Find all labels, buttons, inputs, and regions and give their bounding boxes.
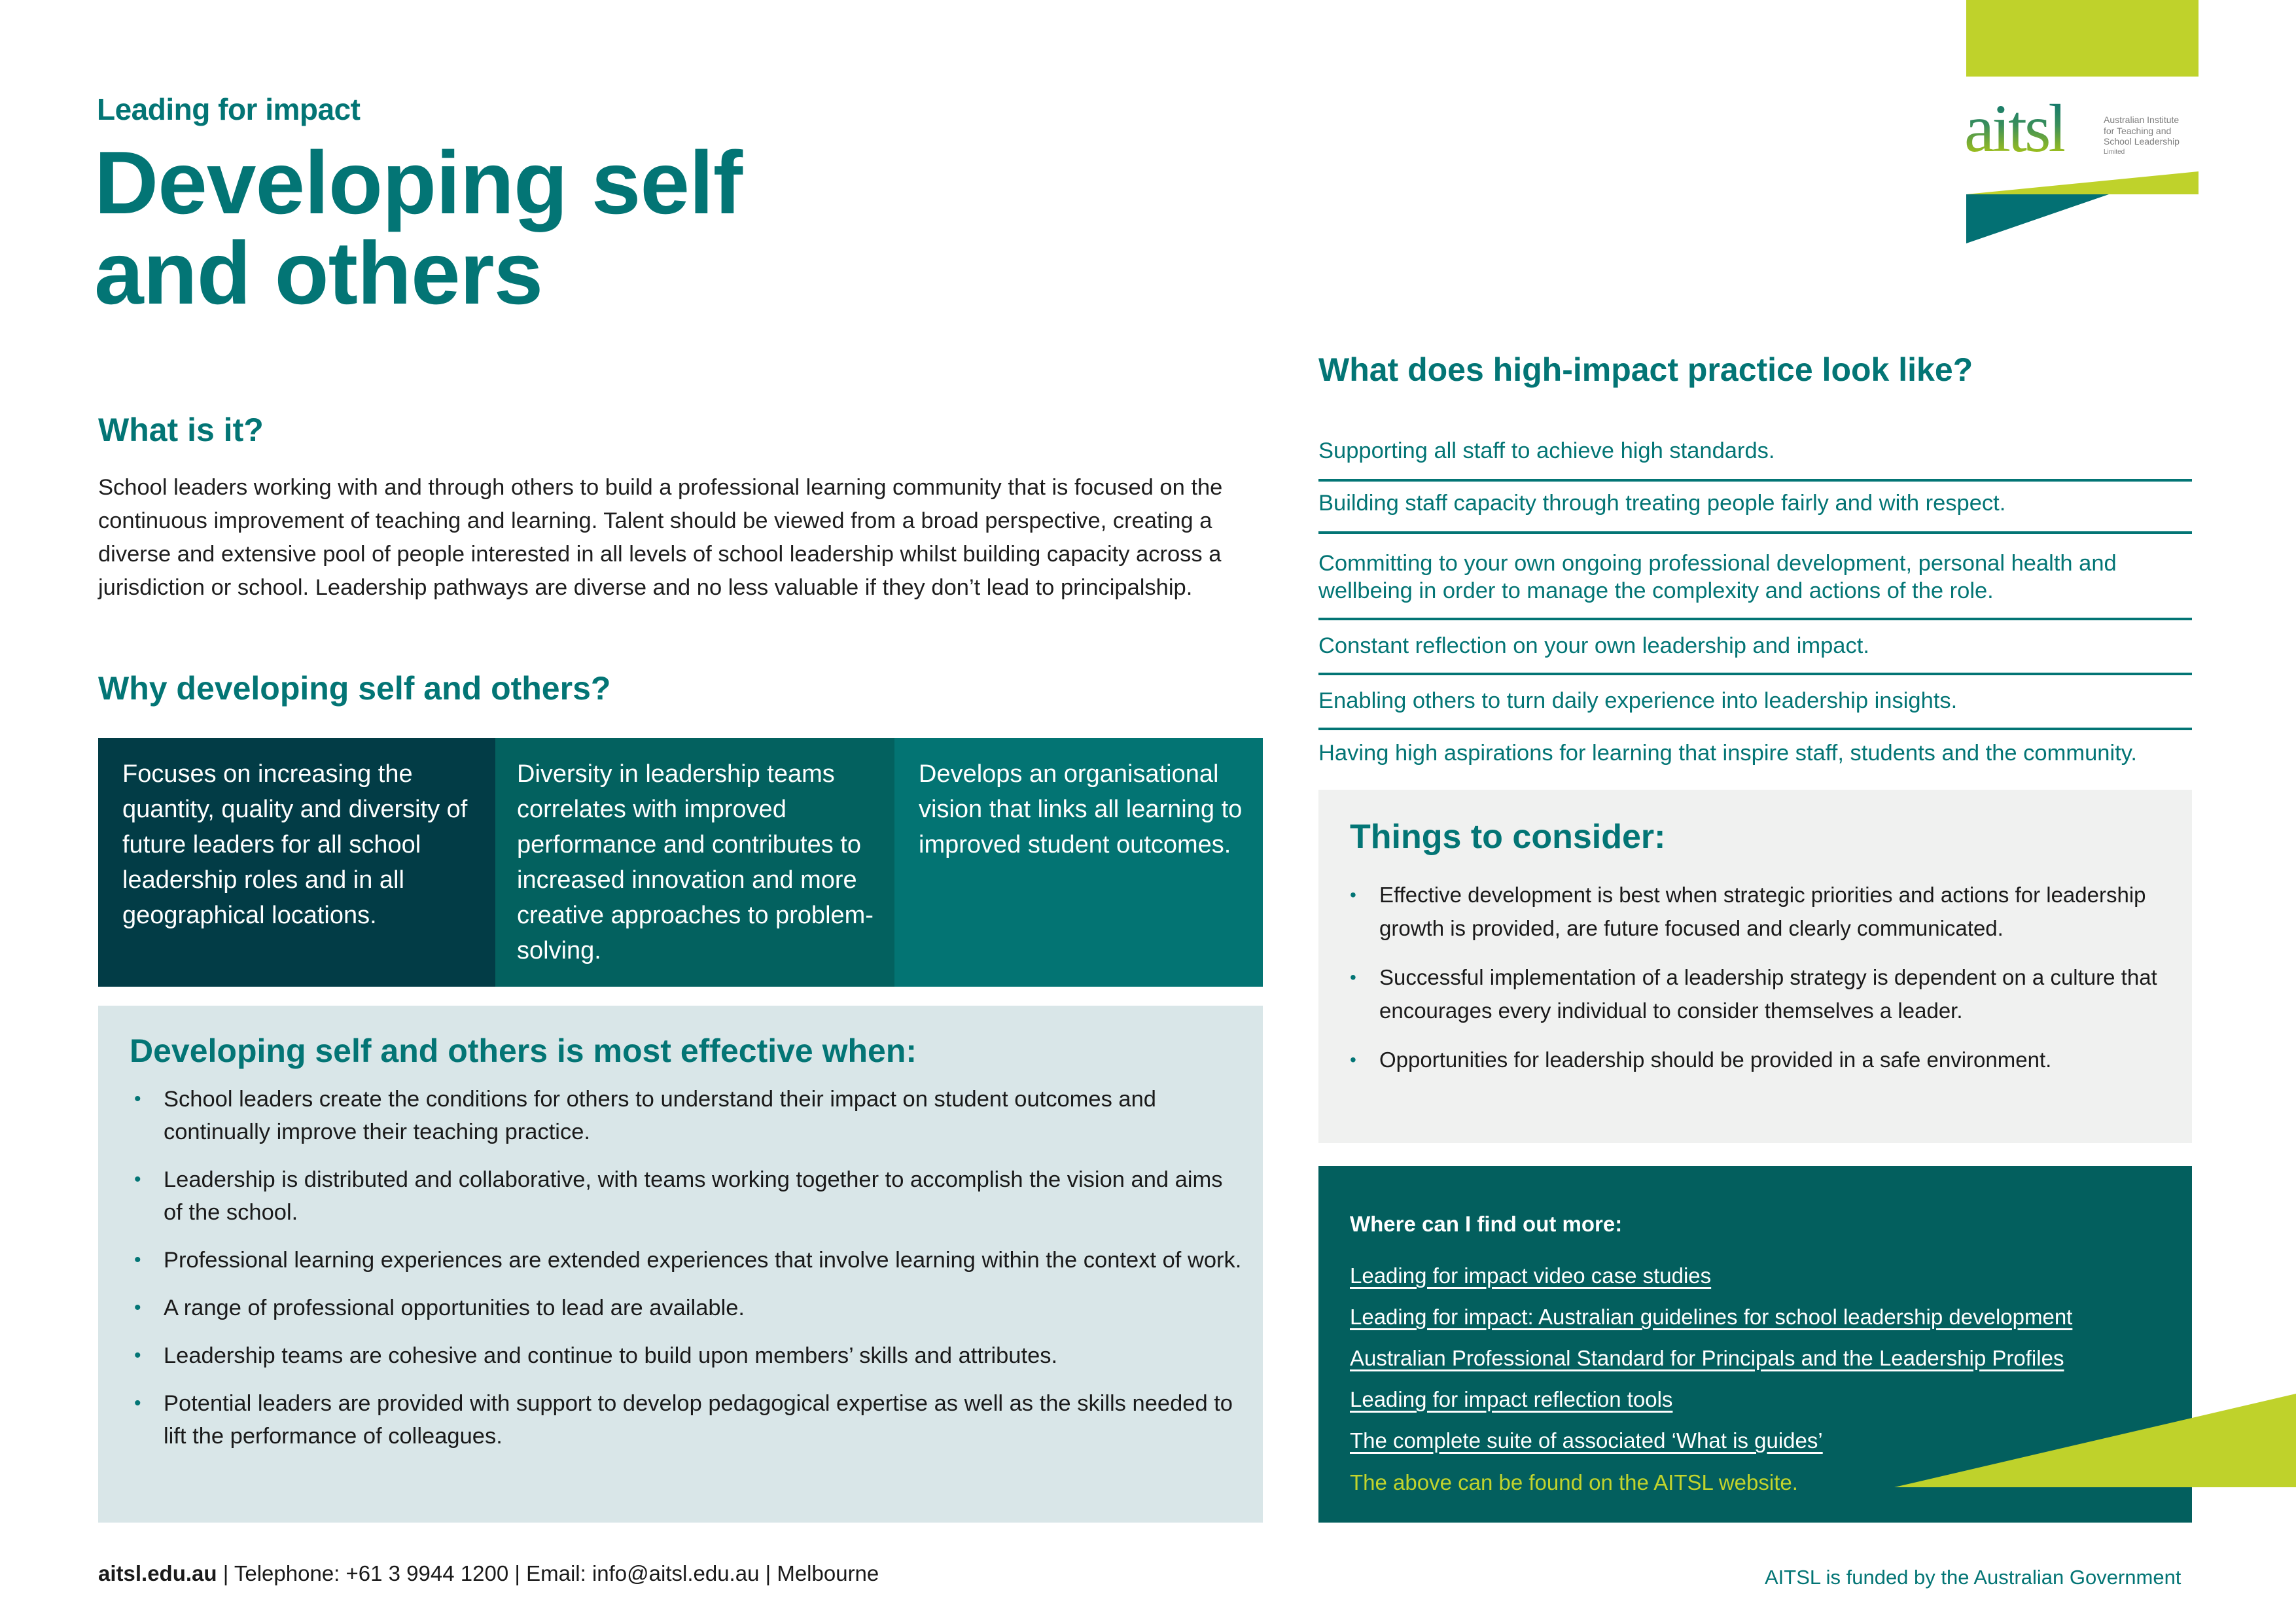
effective-when-list (134, 1083, 1246, 1468)
things-to-consider-heading: Things to consider: (1350, 818, 1666, 856)
footer-website-link[interactable]: aitsl.edu.au (98, 1561, 217, 1585)
page-title-line-2: and others (94, 223, 543, 323)
bullet-icon: • (134, 1345, 141, 1366)
what-is-it-body: School leaders working with and through others to build a professional learning community that is focused on the continuous improvement of teaching and learning. Talent should be viewed from a broad perspective, creating a diverse and extensive pool of people interested in all levels of school leadership whilst building capacity across a jurisdiction or school. Leadership pathways are diverse and no less valuable if they don’t lead to principalship. (98, 475, 1223, 600)
logo-subtitle-line: for Teaching and (2104, 125, 2172, 136)
why-box-3: Develops an organisational vision that links all learning to improved student outcomes. (894, 738, 1263, 987)
footer-contact (98, 1561, 879, 1586)
logo-subtitle-line: Australian Institute (2104, 115, 2180, 125)
bullet-icon: • (1350, 885, 1356, 905)
link-guidelines[interactable]: Leading for impact: Australian guidelines for school leadership development (1350, 1305, 2073, 1329)
find-out-more-heading: Where can I find out more: (1350, 1212, 1623, 1236)
why-heading: Why developing self and others? (98, 670, 611, 707)
list-item: • Leadership is distributed and collaborative, with teams working together to accomplish the vision and aims of the school. (134, 1163, 1246, 1229)
list-item: Enabling others to turn daily experience into leadership insights. (1318, 688, 1958, 713)
why-box-2: Diversity in leadership teams correlates with improved performance and contributes to increased innovation and more creative approaches to problem-solving. (495, 738, 894, 987)
link-video-case-studies[interactable]: Leading for impact video case studies (1350, 1263, 1712, 1288)
footer-contact-details: | Telephone: +61 3 9944 1200 | Email: info@aitsl.edu.au | Melbourne (217, 1561, 879, 1585)
effective-when-heading: Developing self and others is most effective when: (130, 1033, 917, 1069)
bullet-icon: • (134, 1088, 141, 1110)
list-item: • Potential leaders are provided with support to develop pedagogical expertise as well as the skills needed to lift the performance of colleagues. (134, 1387, 1246, 1453)
bullet-icon: • (134, 1297, 141, 1318)
why-boxes (98, 738, 1263, 987)
list-item: Committing to your own ongoing professional development, personal health and wellbeing in order to manage the complexity and actions of the role. (1318, 551, 2117, 603)
list-item: • Effective development is best when strategic priorities and actions for leadership growth is provided, are future focused and clearly communicated. (1350, 878, 2161, 945)
bullet-icon: • (1350, 1050, 1356, 1070)
link-what-is-guides[interactable]: The complete suite of associated ‘What is guides’ (1350, 1428, 1823, 1453)
bullet-icon: • (1350, 967, 1356, 987)
page-title (94, 133, 743, 323)
aitsl-logo-wordmark: aitsl (1964, 91, 2065, 166)
list-item: • Successful implementation of a leadership strategy is dependent on a culture that encourages every individual to consider themselves a leader. (1350, 961, 2161, 1027)
bullet-icon: • (134, 1392, 141, 1414)
footer-funded-note: AITSL is funded by the Australian Government (1765, 1566, 2181, 1589)
corner-triangle-icon (1894, 1394, 2296, 1488)
list-item: • Professional learning experiences are extended experiences that involve learning within the context of work. (134, 1244, 1246, 1277)
list-item: • A range of professional opportunities to lead are available. (134, 1292, 1246, 1324)
list-item: • Opportunities for leadership should be provided in a safe environment. (1350, 1043, 2161, 1076)
list-item: Constant reflection on your own leadership and impact. (1318, 633, 1869, 658)
things-to-consider-list (1350, 878, 2161, 1092)
list-item: Having high aspirations for learning that inspire staff, students and the community. (1318, 741, 2137, 766)
page-title-line-1: Developing self (94, 133, 743, 232)
what-is-it-heading: What is it? (98, 412, 264, 448)
effective-when-panel (98, 1006, 1263, 1523)
kicker-label: Leading for impact (97, 92, 361, 126)
logo-subtitle-line: Limited (2104, 148, 2125, 156)
logo-subtitle-line: School Leadership (2104, 136, 2180, 147)
logo-accent-bar (1966, 0, 2199, 77)
why-box-1: Focuses on increasing the quantity, quality and diversity of future leaders for all school leadership roles and in all geographical locations. (98, 738, 495, 987)
high-impact-heading: What does high-impact practice look like? (1318, 351, 1973, 388)
high-impact-list (1318, 432, 2192, 767)
link-reflection-tools[interactable]: Leading for impact reflection tools (1350, 1387, 1673, 1411)
things-to-consider-panel (1318, 790, 2192, 1143)
link-principal-standard[interactable]: Australian Professional Standard for Principals and the Leadership Profiles (1350, 1346, 2064, 1370)
logo-subtitle (2104, 115, 2180, 158)
logo-triangle-icon (1966, 171, 2199, 243)
list-item: Supporting all staff to achieve high standards. (1318, 438, 1775, 463)
find-out-more-note: The above can be found on the AITSL website. (1350, 1470, 1798, 1494)
list-item: Building staff capacity through treating people fairly and with respect. (1318, 491, 2006, 516)
list-item: • Leadership teams are cohesive and continue to build upon members’ skills and attributes. (134, 1339, 1246, 1372)
list-item: • School leaders create the conditions for others to understand their impact on student outcomes and continually improve their teaching practice. (134, 1083, 1246, 1148)
bullet-icon: • (134, 1249, 141, 1271)
bullet-icon: • (134, 1169, 141, 1190)
